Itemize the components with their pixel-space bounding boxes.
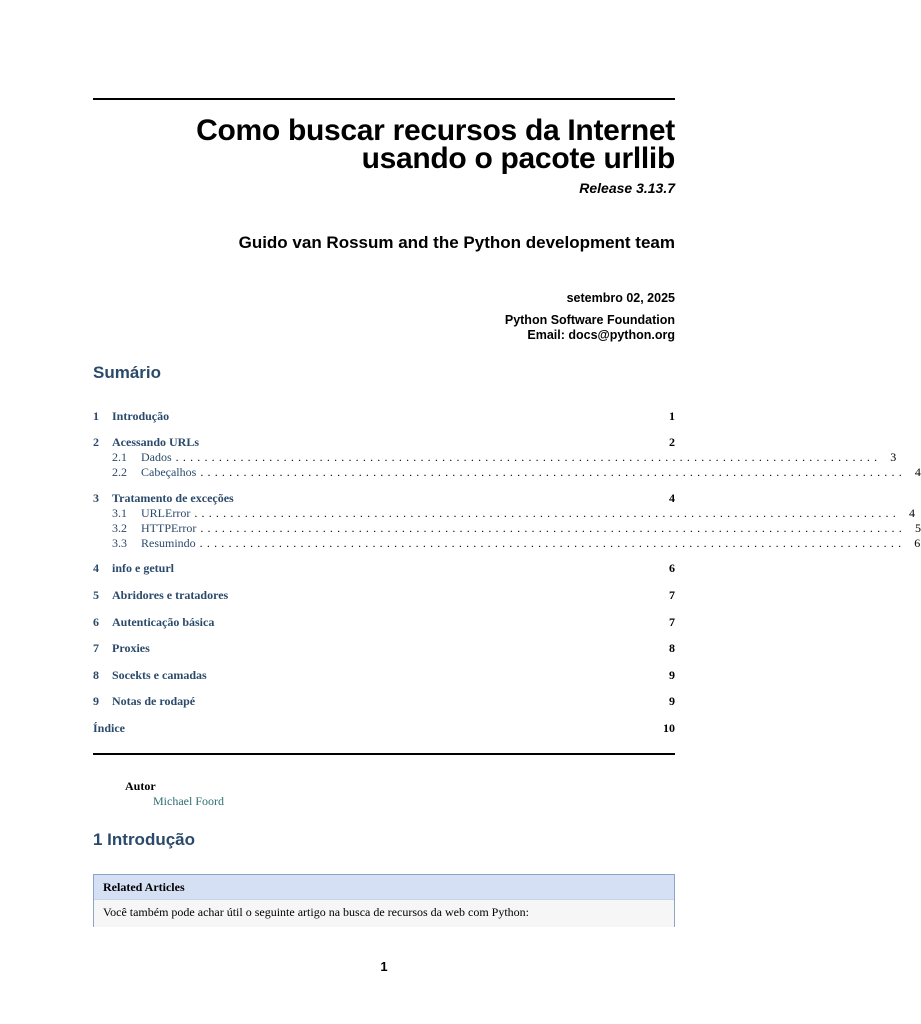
related-articles-box xyxy=(93,874,675,927)
toc-entry-number: 6 xyxy=(93,615,99,629)
author-label: Autor xyxy=(125,779,156,793)
toc-entry-number: 1 xyxy=(93,409,99,423)
organization: Python Software Foundation xyxy=(504,313,675,327)
toc-entry-page: 6 xyxy=(669,561,675,575)
toc-subentry-page: 3 xyxy=(890,450,897,464)
authors: Guido van Rossum and the Python development team xyxy=(238,233,675,252)
toc-entry-label: Índice xyxy=(93,721,126,735)
toc-entry-number: 4 xyxy=(93,561,99,575)
toc-entry-number: 9 xyxy=(93,694,99,708)
author-name-link[interactable]: Michael Foord xyxy=(153,794,224,808)
toc-subentry-number: 2.2 xyxy=(112,465,127,479)
toc-subentry-3-1[interactable] xyxy=(93,506,915,521)
toc-subentry-page: 5 xyxy=(914,521,921,535)
toc-subentry-number: 3.2 xyxy=(112,521,127,535)
toc-subentry-page: 4 xyxy=(908,506,915,520)
release-version: Release 3.13.7 xyxy=(579,180,675,196)
toc-leader-dots: .................................................................................................. xyxy=(200,465,906,479)
toc-entry-label: Acessando URLs xyxy=(112,435,200,449)
toc-entry-label: Proxies xyxy=(112,641,150,655)
title-line-1: Como buscar recursos da Internet xyxy=(196,114,675,147)
toc-subentry-label: HTTPError xyxy=(141,521,197,535)
toc-bottom-rule xyxy=(93,753,675,755)
toc-entry-label: Abridores e tratadores xyxy=(112,588,229,602)
toc-entry-5[interactable] xyxy=(93,588,675,603)
toc-entry-6[interactable] xyxy=(93,615,675,630)
toc-entry-4[interactable] xyxy=(93,561,675,576)
toc-subentry-page: 6 xyxy=(914,536,921,550)
title-line-2: usando o pacote urllib xyxy=(361,142,675,175)
related-articles-text: Você também pode achar útil o seguinte artigo na busca de recursos da web com Python: xyxy=(103,905,529,919)
toc-entry-3[interactable] xyxy=(93,491,675,506)
toc-entry-2[interactable] xyxy=(93,435,675,450)
toc-subentry-label: Resumindo xyxy=(141,536,196,550)
toc-heading: Sumário xyxy=(93,363,162,382)
related-articles-title: Related Articles xyxy=(94,875,674,900)
toc-subentry-3-3[interactable] xyxy=(93,536,921,551)
section-heading-introducao: 1 Introdução xyxy=(93,830,196,849)
toc-entry-label: Notas de rodapé xyxy=(112,694,196,708)
toc-subentry-page: 4 xyxy=(914,465,921,479)
toc-subentry-label: Dados xyxy=(141,450,172,464)
toc-entry-number: 5 xyxy=(93,588,99,602)
toc-leader-dots: .................................................................................................. xyxy=(199,536,906,550)
toc-entry-label: Tratamento de exceções xyxy=(112,491,234,505)
toc-entry-8[interactable] xyxy=(93,668,675,683)
toc-entry-page: 7 xyxy=(669,588,675,602)
toc-entry-label: Socekts e camadas xyxy=(112,668,207,682)
toc-entry-number: 8 xyxy=(93,668,99,682)
toc-entry-page: 4 xyxy=(669,491,675,505)
toc-entry-page: 7 xyxy=(669,615,675,629)
toc-entry-9[interactable] xyxy=(93,694,675,709)
toc-entry-page: 9 xyxy=(669,694,675,708)
toc-subentry-3-2[interactable] xyxy=(93,521,921,536)
toc-subentry-2-2[interactable] xyxy=(93,465,921,480)
toc-subentry-label: URLError xyxy=(141,506,191,520)
toc-subentry-number: 3.3 xyxy=(112,536,127,550)
date: setembro 02, 2025 xyxy=(566,291,675,305)
toc-entry-page: 1 xyxy=(669,409,675,423)
email: Email: docs@python.org xyxy=(527,328,675,342)
toc-entry-label: Introdução xyxy=(112,409,170,423)
toc-entry-page: 8 xyxy=(669,641,675,655)
toc-entry-page: 10 xyxy=(663,721,675,735)
toc-entry-label: Autenticação básica xyxy=(112,615,215,629)
toc-leader-dots: .................................................................................................. xyxy=(194,506,900,520)
toc-subentry-number: 3.1 xyxy=(112,506,127,520)
toc-entry-number: 3 xyxy=(93,491,99,505)
toc-entry-number: 2 xyxy=(93,435,99,449)
toc-subentry-number: 2.1 xyxy=(112,450,127,464)
toc-entry-page: 9 xyxy=(669,668,675,682)
document-title xyxy=(93,114,675,175)
toc-entry-page: 2 xyxy=(669,435,675,449)
toc-entry-label: info e geturl xyxy=(112,561,174,575)
toc-entry-1[interactable] xyxy=(93,409,675,424)
page-number: 1 xyxy=(380,959,388,974)
toc-entry-7[interactable] xyxy=(93,641,675,656)
toc-entry-number: 7 xyxy=(93,641,99,655)
toc-subentry-label: Cabeçalhos xyxy=(141,465,197,479)
toc-leader-dots: .................................................................................................. xyxy=(175,450,882,464)
toc-entry-index[interactable] xyxy=(93,721,675,736)
top-rule xyxy=(93,98,675,100)
toc-leader-dots: .................................................................................................. xyxy=(200,521,906,535)
toc-subentry-2-1[interactable] xyxy=(93,450,897,465)
